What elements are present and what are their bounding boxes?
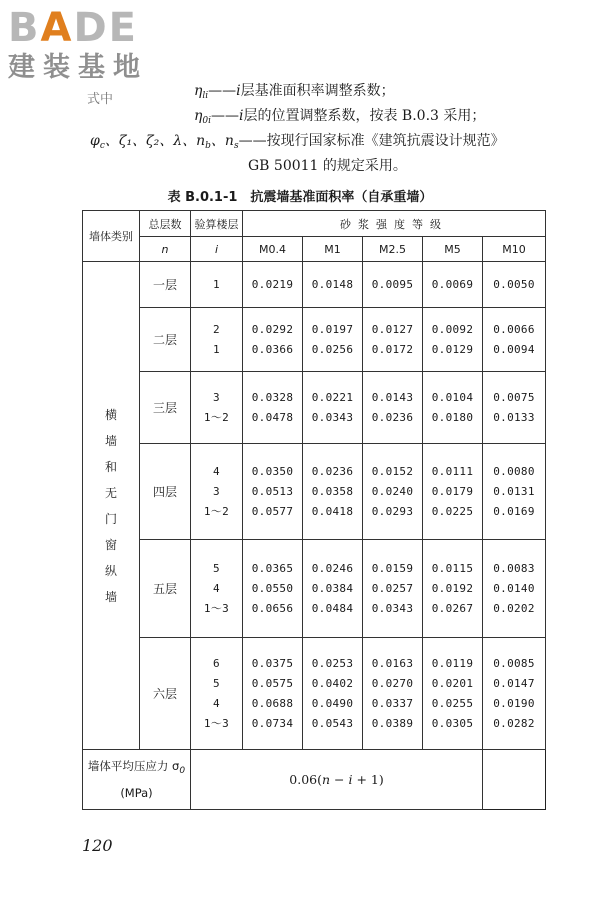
ratio-value: 0.0236 — [371, 410, 414, 424]
wall-category-char: 和 — [104, 459, 117, 474]
ratio-value: 0.0256 — [311, 342, 354, 356]
ratio-value: 0.0094 — [493, 342, 535, 356]
ratio-cell — [243, 262, 303, 308]
wall-category-char: 横 — [104, 407, 117, 422]
ratio-value: 0.0478 — [251, 410, 294, 424]
ratio-value: 0.0190 — [493, 696, 535, 710]
ratio-value: 0.0140 — [493, 581, 535, 595]
brand-logo — [8, 6, 178, 84]
table-group-row — [83, 262, 546, 308]
ratio-cell — [483, 540, 546, 638]
ratio-value: 0.0131 — [493, 484, 535, 498]
ratio-value: 0.0257 — [371, 581, 414, 595]
check-floor-value: 4 — [213, 581, 220, 595]
ratio-value: 0.0402 — [311, 676, 354, 690]
check-floor-value: 6 — [213, 656, 220, 670]
ratio-value: 0.0133 — [493, 410, 535, 424]
check-floor-cell — [191, 372, 243, 444]
ratio-value: 0.0075 — [493, 390, 535, 404]
ratio-value: 0.0240 — [371, 484, 414, 498]
check-floor-value: 4 — [213, 464, 220, 478]
check-floor-value: 1 — [213, 342, 220, 356]
ratio-value: 0.0236 — [311, 464, 354, 478]
ratio-value: 0.0092 — [431, 322, 474, 336]
total-floors-cell: 五层 — [140, 540, 191, 638]
total-floors-cell: 四层 — [140, 444, 191, 540]
ratio-cell — [243, 372, 303, 444]
check-floor-cell — [191, 444, 243, 540]
total-floors-cell: 二层 — [140, 308, 191, 372]
ratio-value: 0.0550 — [251, 581, 294, 595]
ratio-cell — [423, 638, 483, 750]
header-check-floor: 验算楼层 — [191, 211, 243, 237]
logo-wordmark — [8, 6, 178, 50]
definition-standard: GB 50011 的规定采用。 — [248, 158, 407, 174]
ratio-value: 0.0255 — [431, 696, 474, 710]
table-group-row — [83, 638, 546, 750]
ratio-value: 0.0543 — [311, 716, 354, 730]
ratio-value: 0.0095 — [371, 277, 414, 291]
ratio-value: 0.0337 — [371, 696, 414, 710]
ratio-value: 0.0343 — [311, 410, 354, 424]
check-floor-value: 1～3 — [203, 601, 230, 615]
total-floors-cell: 三层 — [140, 372, 191, 444]
header-grade: M10 — [483, 237, 546, 262]
ratio-cell — [243, 638, 303, 750]
header-total-floors-var: n — [140, 237, 191, 262]
ratio-cell — [423, 444, 483, 540]
logo-wordmark-text: BADE — [8, 5, 138, 51]
ratio-cell — [423, 262, 483, 308]
ratio-value: 0.0085 — [493, 656, 535, 670]
ratio-cell — [243, 308, 303, 372]
ratio-cell — [363, 262, 423, 308]
definition-factors: $\varphi_c$、ζ₁、ζ₂、λ、$n_b$、$n_s——$按现行国家标准《建筑抗震设计规范》 — [90, 133, 505, 151]
wall-category-char: 纵 — [104, 563, 117, 578]
ratio-value: 0.0129 — [431, 342, 474, 356]
total-floors-cell: 六层 — [140, 638, 191, 750]
table-group-row — [83, 444, 546, 540]
ratio-value: 0.0163 — [371, 656, 414, 670]
ratio-cell — [423, 372, 483, 444]
ratio-value: 0.0270 — [371, 676, 414, 690]
ratio-value: 0.0225 — [431, 504, 474, 518]
check-floor-value: 5 — [213, 676, 220, 690]
ratio-value: 0.0350 — [251, 464, 294, 478]
ratio-value: 0.0253 — [311, 656, 354, 670]
ratio-value: 0.0127 — [371, 322, 414, 336]
ratio-cell — [363, 444, 423, 540]
ratio-cell — [303, 638, 363, 750]
ratio-value: 0.0292 — [251, 322, 294, 336]
wall-category-char: 门 — [104, 511, 117, 526]
ratio-value: 0.0246 — [311, 561, 354, 575]
ratio-value: 0.0201 — [431, 676, 474, 690]
ratio-cell — [303, 262, 363, 308]
check-floor-cell — [191, 638, 243, 750]
ratio-value: 0.0366 — [251, 342, 294, 356]
ratio-value: 0.0119 — [431, 656, 474, 670]
ratio-cell — [243, 444, 303, 540]
logo-chinese-name: 建装基地 — [8, 52, 148, 83]
ratio-value: 0.0221 — [311, 390, 354, 404]
check-floor-value: 3 — [213, 484, 220, 498]
table-group-row — [83, 308, 546, 372]
ratio-cell — [303, 444, 363, 540]
ratio-value: 0.0143 — [371, 390, 414, 404]
ratio-value: 0.0389 — [371, 716, 414, 730]
ratio-value: 0.0148 — [311, 277, 354, 291]
ratio-value: 0.0197 — [311, 322, 354, 336]
ratio-value: 0.0358 — [311, 484, 354, 498]
check-floor-cell — [191, 540, 243, 638]
ratio-value: 0.0513 — [251, 484, 294, 498]
ratio-cell — [363, 638, 423, 750]
wall-category-char: 窗 — [104, 537, 117, 552]
ratio-value: 0.0066 — [493, 322, 535, 336]
definition-eta-0i: $\eta_{0i}——i$层的位置调整系数，按表 B.0.3 采用； — [194, 108, 486, 126]
page-number: 120 — [82, 836, 113, 855]
footer-stress-label: 墙体平均压应力 $\sigma_0$ (MPa) — [83, 750, 191, 810]
ratio-value: 0.0050 — [493, 277, 535, 291]
ratio-cell — [303, 372, 363, 444]
table-group-row — [83, 372, 546, 444]
ratio-value: 0.0069 — [431, 277, 474, 291]
total-floors-cell: 一层 — [140, 262, 191, 308]
footer-stress-formula: 0.06(n − i + 1) — [191, 750, 483, 810]
ratio-value: 0.0179 — [431, 484, 474, 498]
ratio-cell — [363, 540, 423, 638]
ratio-value: 0.0328 — [251, 390, 294, 404]
ratio-value: 0.0219 — [251, 277, 294, 291]
ratio-value: 0.0293 — [371, 504, 414, 518]
ratio-value: 0.0365 — [251, 561, 294, 575]
ratio-value: 0.0192 — [431, 581, 474, 595]
table-group-row — [83, 540, 546, 638]
ratio-value: 0.0115 — [431, 561, 474, 575]
table-title: 表 B.0.1-1 抗震墙基准面积率（自承重墙） — [167, 190, 433, 205]
ratio-value: 0.0111 — [431, 464, 474, 478]
ratio-value: 0.0577 — [251, 504, 294, 518]
check-floor-cell — [191, 308, 243, 372]
ratio-value: 0.0172 — [371, 342, 414, 356]
ratio-cell — [483, 262, 546, 308]
ratio-cell — [303, 308, 363, 372]
ratio-value: 0.0169 — [493, 504, 535, 518]
check-floor-value: 1～2 — [203, 410, 230, 424]
check-floor-value: 2 — [213, 322, 220, 336]
ratio-value: 0.0688 — [251, 696, 294, 710]
ratio-cell — [423, 540, 483, 638]
ratio-value: 0.0384 — [311, 581, 354, 595]
ratio-value: 0.0375 — [251, 656, 294, 670]
wall-category-char: 墙 — [104, 589, 117, 604]
header-grade: M1 — [303, 237, 363, 262]
ratio-value: 0.0267 — [431, 601, 474, 615]
watermark-fragment: 式中 — [87, 92, 114, 107]
ratio-value: 0.0305 — [431, 716, 474, 730]
check-floor-value: 4 — [213, 696, 220, 710]
ratio-value: 0.0734 — [251, 716, 294, 730]
ratio-value: 0.0418 — [311, 504, 354, 518]
header-total-floors: 总层数 — [140, 211, 191, 237]
header-grade: M0.4 — [243, 237, 303, 262]
ratio-value: 0.0080 — [493, 464, 535, 478]
ratio-value: 0.0575 — [251, 676, 294, 690]
ratio-cell — [363, 308, 423, 372]
ratio-cell — [363, 372, 423, 444]
ratio-cell — [303, 540, 363, 638]
base-area-ratio-table — [82, 210, 546, 810]
ratio-value: 0.0147 — [493, 676, 535, 690]
header-check-floor-var: i — [191, 237, 243, 262]
ratio-value: 0.0202 — [493, 601, 535, 615]
ratio-value: 0.0282 — [493, 716, 535, 730]
ratio-value: 0.0656 — [251, 601, 294, 615]
ratio-cell — [423, 308, 483, 372]
check-floor-cell — [191, 262, 243, 308]
ratio-cell — [483, 372, 546, 444]
ratio-cell — [483, 638, 546, 750]
ratio-value: 0.0104 — [431, 390, 474, 404]
check-floor-value: 3 — [213, 390, 220, 404]
ratio-value: 0.0159 — [371, 561, 414, 575]
definition-eta-li: $\eta_{li}——i$层基准面积率调整系数； — [194, 83, 395, 101]
ratio-value: 0.0083 — [493, 561, 535, 575]
header-grade: M5 — [423, 237, 483, 262]
ratio-cell — [483, 444, 546, 540]
check-floor-value: 1～3 — [203, 716, 230, 730]
header-mortar-grade: 砂浆强度等级 — [243, 211, 546, 237]
header-grade: M2.5 — [363, 237, 423, 262]
header-wall-type: 墙体类别 — [83, 211, 140, 262]
ratio-value: 0.0180 — [431, 410, 474, 424]
ratio-cell — [243, 540, 303, 638]
ratio-value: 0.0490 — [311, 696, 354, 710]
check-floor-value: 1～2 — [203, 504, 230, 518]
ratio-value: 0.0152 — [371, 464, 414, 478]
ratio-value: 0.0484 — [311, 601, 354, 615]
check-floor-value: 5 — [213, 561, 220, 575]
check-floor-value: 1 — [213, 277, 220, 291]
ratio-cell — [483, 308, 546, 372]
ratio-value: 0.0343 — [371, 601, 414, 615]
wall-category-char: 墙 — [104, 433, 117, 448]
wall-category-char: 无 — [104, 485, 117, 500]
wall-category-cell — [83, 262, 140, 750]
